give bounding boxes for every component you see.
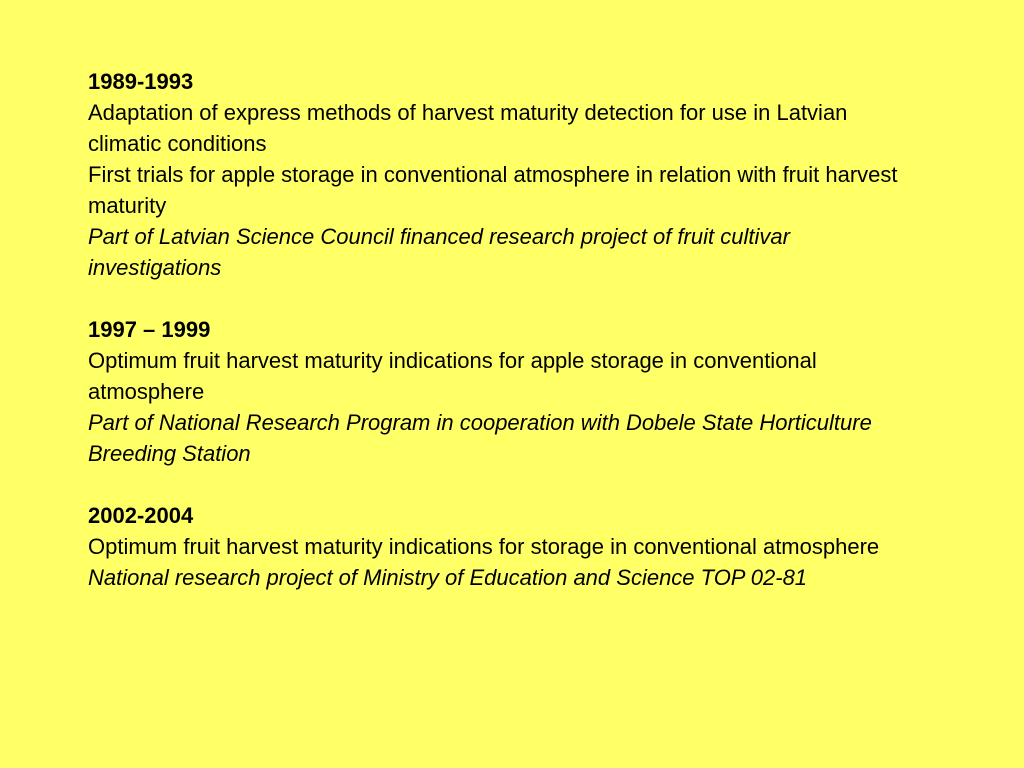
slide-content — [88, 66, 918, 624]
project-funding: Part of National Research Program in cooperation with Dobele State Horticulture Breeding Station — [88, 410, 872, 466]
project-funding: Part of Latvian Science Council financed research project of fruit cultivar investigations — [88, 224, 790, 280]
project-period: 1989-1993 — [88, 69, 194, 94]
project-funding: National research project of Ministry of Education and Science TOP 02-81 — [88, 565, 808, 590]
project-description: Optimum fruit harvest maturity indications for apple storage in conventional atmosphere — [88, 348, 817, 404]
project-description: First trials for apple storage in conventional atmosphere in relation with fruit harvest maturity — [88, 162, 898, 218]
project-entry — [88, 66, 918, 283]
project-entry — [88, 500, 918, 593]
project-description: Adaptation of express methods of harvest maturity detection for use in Latvian climatic conditions — [88, 100, 848, 156]
project-entry — [88, 314, 918, 469]
project-period: 1997 – 1999 — [88, 317, 211, 342]
project-description: Optimum fruit harvest maturity indications for storage in conventional atmosphere — [88, 534, 880, 559]
project-period: 2002-2004 — [88, 503, 194, 528]
